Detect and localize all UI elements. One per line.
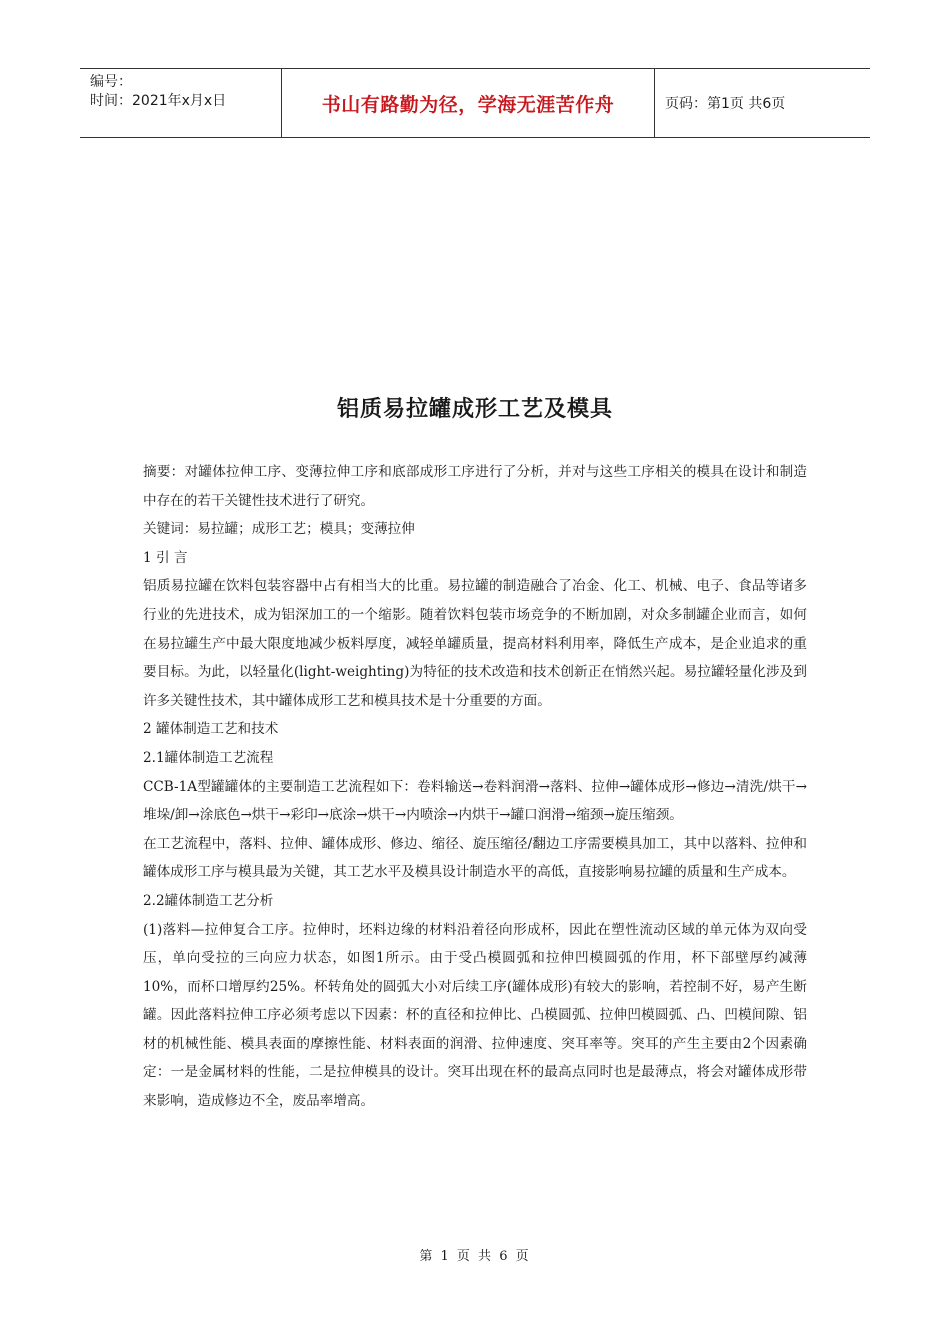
time-label: 时间：2021年x月x日 — [90, 93, 227, 109]
header-meta-cell — [80, 69, 282, 137]
process-flow-paragraph: CCB-1A型罐罐体的主要制造工艺流程如下：卷料输送→卷料润滑→落料、拉伸→罐体成形→修边→清洗/烘干→堆垛/卸→涂底色→烘干→彩印→底涂→烘干→内喷涂→内烘干→罐口润滑→缩颈→旋压缩颈。 — [143, 778, 807, 824]
number-label: 编号： — [90, 74, 132, 90]
analysis-paragraph: (1)落料—拉伸复合工序。拉伸时，坯料边缘的材料沿着径向形成杯，因此在塑性流动区域的单元体为双向受压，单向受拉的三向应力状态，如图1所示。由于受凸模圆弧和拉伸凹模圆弧的作用，杯下部壁厚约减薄10%，而杯口增厚约25%。杯转角处的圆弧大小对后续工序(罐体成形)有较大的影响，若控制不好，易产生断罐。因此落料拉伸工序必须考虑以下因素：杯的直径和拉伸比、凸模圆弧、拉伸凹模圆弧、凸、凹模间隙、铝材的机械性能、模具表面的摩擦性能、材料表面的润滑、拉伸速度、突耳率等。突耳的产生主要由2个因素确定：一是金属材料的性能，二是拉伸模具的设计。突耳出现在杯的最高点同时也是最薄点，将会对罐体成形带来影响，造成修边不全，废品率增高。 — [143, 921, 807, 1110]
page-code: 页码：第1页 共6页 — [665, 96, 786, 112]
subsection-heading-flow: 2.1罐体制造工艺流程 — [143, 749, 274, 766]
header-page-cell — [655, 69, 870, 137]
document-body — [143, 458, 807, 1116]
document-title: 铝质易拉罐成形工艺及模具 — [336, 397, 613, 422]
motto-text: 书山有路勤为径，学海无涯苦作舟 — [321, 93, 615, 116]
process-tooling-paragraph: 在工艺流程中，落料、拉伸、罐体成形、修边、缩径、旋压缩径/翻边工序需要模具加工，其中以落料、拉伸和罐体成形工序与模具最为关键，其工艺水平及模具设计制造水平的高低，直接影响易拉罐的质量和生产成本。 — [143, 835, 807, 881]
intro-paragraph: 铝质易拉罐在饮料包装容器中占有相当大的比重。易拉罐的制造融合了冶金、化工、机械、电子、食品等诸多行业的先进技术，成为铝深加工的一个缩影。随着饮料包装市场竞争的不断加剧，对众多制罐企业而言，如何在易拉罐生产中最大限度地减少板料厚度，减轻单罐质量，提高材料利用率，降低生产成本，是企业追求的重要目标。为此，以轻量化(light-weighting)为特征的技术改造和技术创新正在悄然兴起。易拉罐轻量化涉及到许多关键性技术，其中罐体成形工艺和模具技术是十分重要的方面。 — [143, 578, 807, 709]
keywords-paragraph: 关键词：易拉罐；成形工艺；模具；变薄拉伸 — [143, 521, 415, 538]
section-heading-process: 2 罐体制造工艺和技术 — [143, 721, 279, 738]
section-heading-intro: 1 引 言 — [143, 549, 188, 566]
subsection-heading-analysis: 2.2罐体制造工艺分析 — [143, 892, 274, 909]
abstract-paragraph: 摘要：对罐体拉伸工序、变薄拉伸工序和底部成形工序进行了分析，并对与这些工序相关的模具在设计和制造中存在的若干关键性技术进行了研究。 — [143, 464, 807, 509]
header-motto-cell — [282, 69, 655, 137]
page-footer: 第 1 页 共 6 页 — [419, 1249, 531, 1264]
document-header — [80, 68, 870, 138]
